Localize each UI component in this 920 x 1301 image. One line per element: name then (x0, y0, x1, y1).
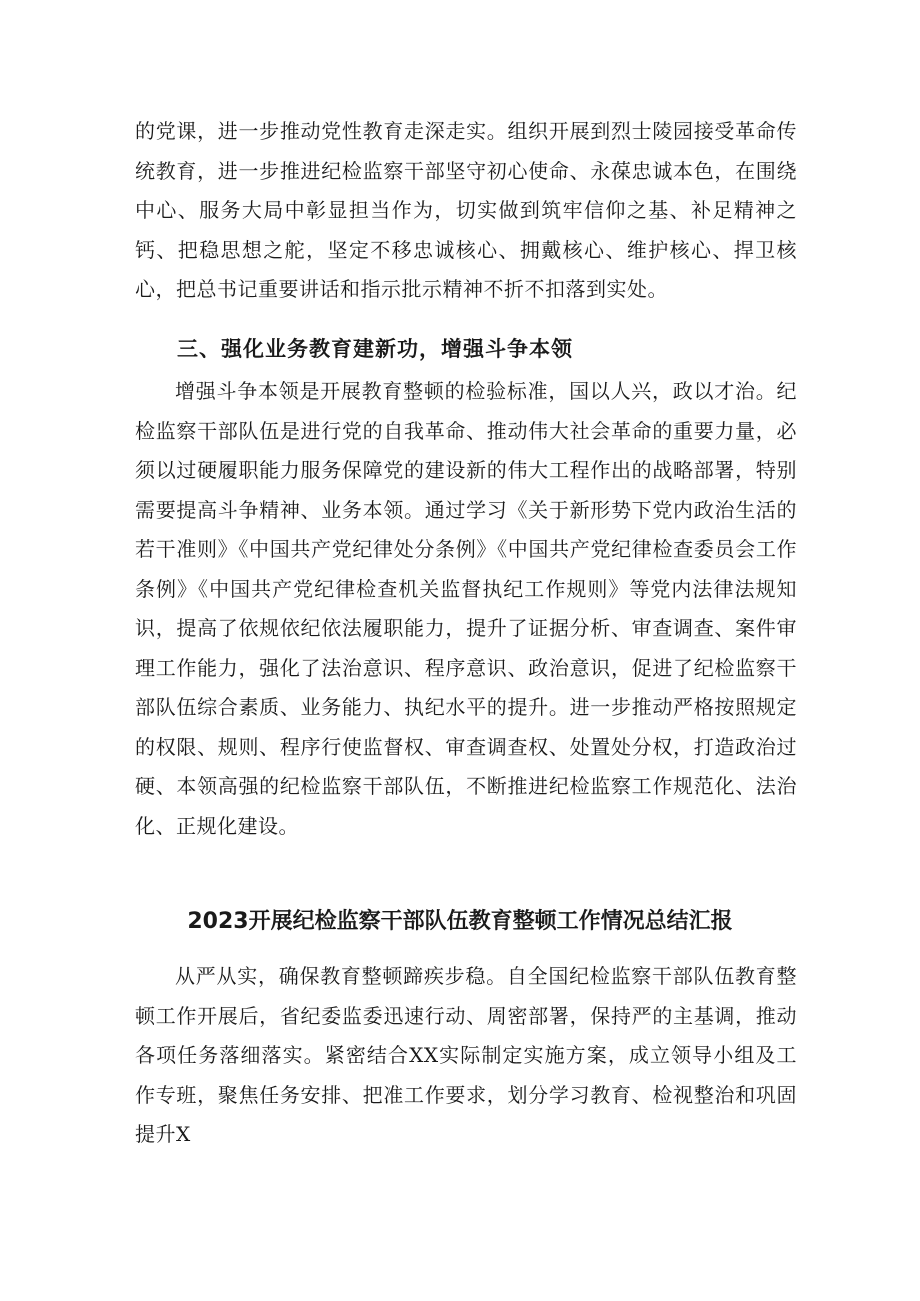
document-title: 2023开展纪检监察干部队伍教育整顿工作情况总结汇报 (187, 909, 733, 934)
section-body-paragraph: 增强斗争本领是开展教育整顿的检验标准，国以人兴，政以才治。纪检监察干部队伍是进行党的自我革命、推动伟大社会革命的重要力量，必须以过硬履职能力服务保障党的建设新的伟大工程作出的战略部署，特别需要提高斗争精神、业务本领。通过学习《关于新形势下党内政治生活的若干准则》《中国共产党纪律处分条例》《中国共产党纪律检查委员会工作条例》《中国共产党纪律检查机关监督执纪工作规则》等党内法律法规知识，提高了依规依纪依法履职能力，提升了证据分析、审查调查、案件审理工作能力，强化了法治意识、程序意识、政治意识，促进了纪检监察干部队伍综合素质、业务能力、执纪水平的提升。进一步推动严格按照规定的权限、规则、程序行使监督权、审查调查权、处置处分权，打造政治过硬、本领高强的纪检监察干部队伍，不断推进纪检监察工作规范化、法治化、正规化建设。 (135, 379, 797, 838)
section-heading: 三、强化业务教育建新功，增强斗争本领 (177, 337, 573, 361)
continuation-paragraph: 的党课，进一步推动党性教育走深走实。组织开展到烈士陵园接受革命传统教育，进一步推进纪检监察干部坚守初心使命、永葆忠诚本色，在围绕中心、服务大局中彰显担当作为，切实做到筑牢信仰之基、补足精神之钙、把稳思想之舵，坚定不移忠诚核心、拥戴核心、维护核心、捍卫核心，把总书记重要讲话和指示批示精神不折不扣落到实处。 (135, 119, 797, 301)
intro-paragraph: 从严从实，确保教育整顿蹄疾步稳。自全国纪检监察干部队伍教育整顿工作开展后，省纪委监委迅速行动、周密部署，保持严的主基调，推动各项任务落细落实。紧密结合XX实际制定实施方案，成立领导小组及工作专班，聚焦任务安排、把准工作要求，划分学习教育、检视整治和巩固提升X (135, 964, 797, 1146)
